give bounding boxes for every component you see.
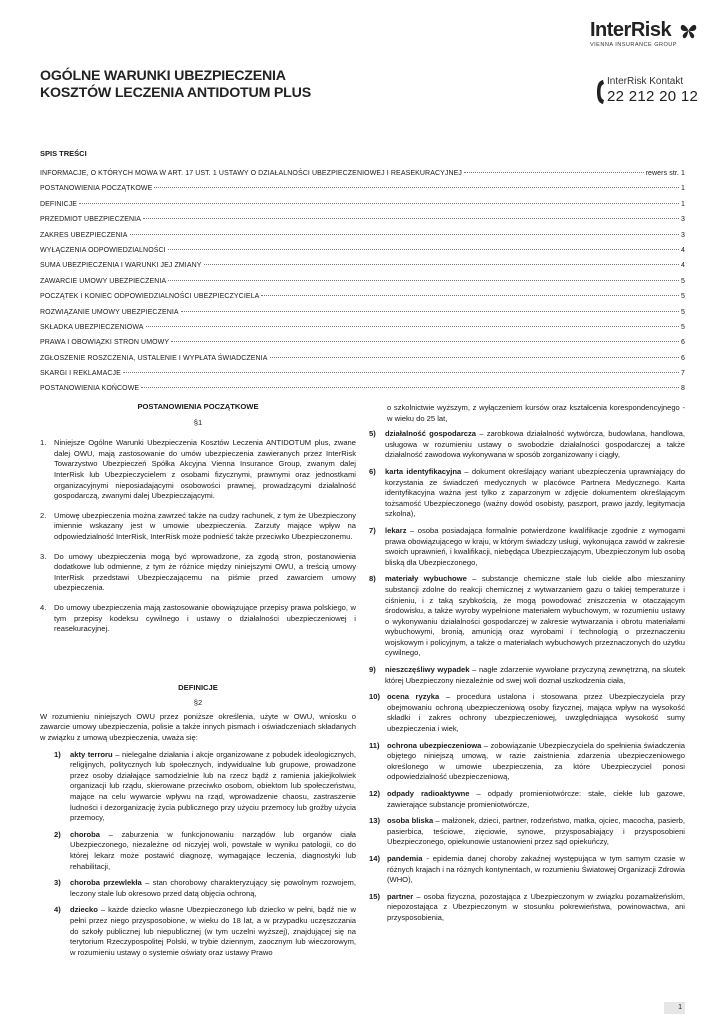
definition-text: – zarobkowa działalność wytwórcza, budowlana, handlowa, usługowa w rozumieniu ustawy o swobodzie działalności gospodarczej a także działalność zawodowa wykonywana w sposób zorganizowany i ciągły, [385,429,685,460]
toc-entry[interactable] [40,309,685,324]
definition-body [385,467,685,520]
definition-body [385,665,685,686]
definition-item [369,665,685,686]
toc-entry-title: PRZEDMIOT UBEZPIECZENIA [40,216,141,224]
definition-item [369,429,685,461]
toc-entry[interactable] [40,170,685,185]
definition-text: – osoba fizyczna, pozostająca z Ubezpieczonym w związku pozamałżeńskim, niepozostająca z Ubezpieczonym w stosunku pokrewieństwa, powinowactwa, ani przysposobienia, [387,891,685,922]
definition-item [369,892,685,924]
definition-term: nieszczęśliwy wypadek [385,665,470,675]
definition-term: karta identyfikacyjna [385,466,462,476]
list-item [40,552,356,594]
toc-entry-title: ROZWIĄZANIE UMOWY UBEZPIECZENIA [40,308,179,316]
toc-entry-title: ZAKRES UBEZPIECZENIA [40,231,128,239]
definition-text: – zobowiązanie Ubezpieczyciela do spełnienia świadczenia objętego niniejszą umową, w razie zaistnienia zdarzenia ubezpieczeniowego określonego w umowie ubezpieczenia, za które Ubezpieczyciel ponosi odpowiedzialność ubezpieczeniową, [387,740,685,782]
definition-text: – odpady promieniotwórcze: stałe, ciekłe lub gazowe, zawierające substancje promieniotwórcze, [387,789,685,809]
toc-leader-dots [123,372,679,373]
title-line-1: OGÓLNE WARUNKI UBEZPIECZENIA [40,68,286,84]
definition-number: 13) [369,816,380,826]
definition-text: – małżonek, dzieci, partner, rodzeństwo, matka, ojciec, macocha, pasierb, pasierbica, teściowe, zięciowie, synowe, przysposabiający i przysposobieni Ubezpieczonego, opiekunowie ustanowieni przez sąd opiekuńczy, [387,816,685,847]
toc-entry-page: 3 [681,231,685,239]
definition-text: – substancje chemiczne stałe lub ciekłe albo mieszaniny substancji zdolne do reakcji chemicznej z wytwarzaniem gazu o takiej temperaturze i ciśnieniu, i z taką szybkością, że mogą powodować zniszczenia w otaczającym środowisku, a także wyroby wypełnione materiałem wybuchowym, w rozumieniu ustawy o wykonywaniu działalności gospodarczej w zakresie wytwarzania i obrotu materiałami wybuchowymi, bronią, amunicją oraz wyrobami i technologią o przeznaczeniu wojskowym i policyjnym, a także o materiałach wybuchowych przeznaczonych do użytku cywilnego, [385,574,686,658]
definition-term: pandemia [387,853,423,863]
definition-item [54,905,356,958]
toc-entry-title: SKŁADKA UBEZPIECZENIOWA [40,323,144,331]
definition-term: ochrona ubezpieczeniowa [387,740,482,750]
toc-heading: SPIS TREŚCI [40,149,87,158]
toc-entry-title: INFORMACJE, O KTÓRYCH MOWA W ART. 17 UST. 1 USTAWY O DZIAŁALNOŚCI UBEZPIECZENIOWEJ I REASEKURACYJNEJ [40,170,463,177]
toc-entry[interactable] [40,278,685,293]
toc-entry-page: 4 [681,246,685,254]
item-number: 4. [40,602,47,612]
toc-leader-dots [270,357,680,358]
toc-entry-title: ZAWARCIE UMOWY UBEZPIECZENIA [40,277,167,285]
table-of-contents [40,170,685,401]
logo-name: InterRisk [590,19,672,41]
toc-entry[interactable] [40,355,685,370]
definition-item [369,692,685,734]
toc-entry-page: 7 [681,370,685,378]
list-item [40,438,356,502]
toc-entry-page: 3 [681,216,685,224]
definition-text: – zaburzenia w funkcjonowaniu narządów lub organów ciała Ubezpieczonego, niezależne od niczyjej woli, powstałe w wyniku patologii, co do której lekarz może postawić diagnozę, wymagające leczenia, diagnostyki lub rehabilitacji, [70,829,356,871]
definition-body [385,526,685,568]
definition-item [369,854,685,886]
definition-number: 11) [369,740,380,750]
logo-butterfly-icon [679,21,698,40]
toc-entry-page: 6 [681,354,685,362]
paragraph-heading-2: §2 [193,698,203,708]
definition-text: - epidemia danej choroby zakaźnej występująca w tym samym czasie w różnych krajach i na różnych kontynentach, w rozumieniu Światowej Organizacji Zdrowia (WHO), [387,853,685,885]
definition-term: ocena ryzyka [387,692,440,702]
definitions-intro: W rozumieniu niniejszych OWU przez poniższe określenia, użyte w OWU, wniosku o zawarcie umowy ubezpieczenia, polisie a także innych pismach i oświadczeniach składanych w związku z umową ubezpieczenia, uważa się: [40,711,356,743]
definition-item [369,789,685,810]
definition-body [385,574,685,659]
toc-leader-dots [204,264,679,265]
definitions-list-left [40,750,356,959]
toc-entry-page: 1 [681,185,685,193]
toc-entry-page: 5 [681,277,685,285]
toc-entry[interactable] [40,247,685,262]
section1-list [40,438,356,635]
toc-entry[interactable] [40,216,685,231]
toc-entry-page: 4 [681,262,685,270]
definition-item [54,878,356,899]
definitions-list-right [369,429,685,923]
toc-leader-dots [146,326,679,327]
section-heading-definicje: DEFINICJE [178,682,218,692]
definition-number: 1) [54,749,61,759]
toc-leader-dots [79,203,679,204]
toc-leader-dots [141,387,679,388]
toc-entry-title: POCZĄTEK I KONIEC ODPOWIEDZIALNOŚCI UBEZPIECZYCIELA [40,293,260,301]
toc-leader-dots [130,234,679,235]
toc-entry-title: DEFINICJE [40,200,78,208]
paragraph-heading-1: §1 [193,417,203,427]
toc-entry[interactable] [40,324,685,339]
item-text: Umowę ubezpieczenia można zawrzeć także na cudzy rachunek, z tym że Ubezpieczony imiennie wskazany jest w umowie ubezpieczenia. Zarzuty mające wpływ na odpowiedzialność InterRisk, InterRisk może podnieść także przeciwko Ubezpieczonemu. [54,510,356,541]
right-column [369,403,685,930]
toc-entry[interactable] [40,370,685,385]
definition-body [70,905,356,958]
toc-entry-page: 5 [681,323,685,331]
definition-number: 12) [369,789,380,798]
definition-item [369,467,685,520]
definition-text: – nielegalne działania i akcje organizowane z pobudek ideologicznych, religijnych, politycznych lub społecznych, indywidualne lub grupowe, prowadzone przez osoby działające samodzielnie lub na rzecz bądź z ramienia jakiejkolwiek organizacji lub rządu, skierowane przeciwko osobom, obiektom lub społeczeństwu, mające na celu wywarcie wpływu na rząd, wprowadzenie chaosu, zastraszenie ludności i dezorganizację życia publicznego przy użyciu przemocy lub groźby użycia przemocy, [70,749,356,823]
definition-body [70,750,356,824]
definition-number: 5) [369,429,376,439]
toc-entry-title: ZGŁOSZENIE ROSZCZENIA, USTALENIE I WYPŁATA ŚWIADCZENIA [40,354,268,362]
definition-body [70,878,356,899]
definition-number: 3) [54,878,61,888]
toc-leader-dots [143,218,679,219]
definition-body [387,692,685,734]
definition-item [54,750,356,824]
definition-number: 6) [369,466,376,476]
definition-number: 9) [369,665,376,675]
toc-entry-title: SKARGI I REKLAMACJE [40,370,121,378]
toc-entry[interactable] [40,185,685,200]
toc-entry-title: POSTANOWIENIA POCZĄTKOWE [40,185,153,193]
definition-item [369,526,685,568]
definition-body [387,816,685,848]
definition-text: – procedura ustalona i stosowana przez Ubezpieczyciela przy obejmowaniu ochroną ubezpieczeniową osoby fizycznej, mająca wpływ na wysokość składki i zakres ochrony ubezpieczeniowej, uwzględniająca wysokość sumy ubezpieczenia i wiek, [387,692,686,734]
definition-text: – każde dziecko własne Ubezpieczonego lub dziecko w pełni, bądź nie w pełni przez niego przysposobione, w wieku do 18 lat, a w przypadku uczęszczania do szkoły publicznej lub niepublicznej (w tym uczelni wyższej), znajdującej się na terytorium Rzeczypospolitej Polski, w trybie dziennym, zaocznym lub wieczorowym, w rozumieniu ustawy o systemie oświaty oraz ustawy Prawo [70,905,356,957]
toc-entry[interactable] [40,385,685,400]
page-number: 1 [664,1002,685,1014]
toc-entry-page: 5 [681,308,685,316]
toc-entry[interactable] [40,201,685,216]
definition-number: 8) [369,574,376,584]
toc-entry-page: 5 [681,293,685,301]
toc-leader-dots [171,341,679,342]
definition-term: działalność gospodarcza [385,429,477,439]
definition-continuation: o szkolnictwie wyższym, z wyłączeniem kursów oraz kształcenia korespondencyjnego - w wieku do 25 lat, [387,403,685,423]
item-text: Do umowy ubezpieczenia mają zastosowanie obowiązujące przepisy prawa polskiego, w tym przepisy kodeksu cywilnego i ustawy o działalności ubezpieczeniowej i reasekuracyjnej. [54,602,356,634]
document-title [40,68,311,102]
toc-leader-dots [168,249,679,250]
toc-entry-title: PRAWA I OBOWIĄZKI STRON UMOWY [40,339,170,347]
title-line-2: KOSZTÓW LECZENIA ANTIDOTUM PLUS [40,85,311,101]
item-number: 1. [40,438,47,448]
item-text: Niniejsze Ogólne Warunki Ubezpieczenia Kosztów Leczenia ANTIDOTUM plus, zwane dalej OWU, mają zastosowanie do umów ubezpieczenia zawieranych przez InterRisk Towarzystwo Ubezpieczeń Spółka Akcyjna Vienna Insurance Group, zwanym dalej InterRisk lub Ubezpieczycielem z osobami fizycznymi, prawnymi oraz jednostkami organizacyjnymi nieposiadającymi osobowości prawnej, prowadzącymi działalność gospodarczą, zwanymi dalej Ubezpieczającymi. [54,438,356,501]
toc-entry-page: 1 [681,200,685,208]
toc-entry[interactable] [40,232,685,247]
item-text: Do umowy ubezpieczenia mogą być wprowadzone, za zgodą stron, postanowienia dodatkowe lub odmienne, z tym że różnice między niniejszymi OWU, a treścią umowy InterRisk przedstawi Ubezpieczającemu na piśmie przed zawarciem umowy ubezpieczenia. [54,551,356,593]
contact-phone[interactable]: 22 212 20 12 [607,88,699,105]
definition-item [369,816,685,848]
toc-entry[interactable] [40,339,685,354]
definition-number: 10) [369,692,380,702]
phone-handset-icon [596,78,606,106]
definition-text: – nagłe zdarzenie wywołane przyczyną zewnętrzną, na skutek której Ubezpieczony niezależnie od swej woli doznał uszkodzenia ciała, [385,665,685,685]
definition-body [70,830,356,872]
definition-item [369,574,685,659]
section-heading-postanowienia: POSTANOWIENIA POCZĄTKOWE [137,402,259,411]
definition-term: partner [387,891,414,901]
definition-number: 7) [369,525,376,535]
definition-term: choroba przewlekła [70,878,142,888]
definition-item [369,741,685,783]
list-item [40,603,356,635]
definition-term: osoba bliska [387,816,434,826]
definition-term: lekarz [385,525,407,535]
toc-entry[interactable] [40,293,685,308]
toc-entry-title: POSTANOWIENIA KOŃCOWE [40,385,140,393]
item-number: 2. [40,510,47,520]
toc-entry[interactable] [40,262,685,277]
definition-term: dziecko [70,905,98,915]
definition-number: 4) [54,905,61,915]
toc-entry-page: rewers str. 1 [645,170,685,177]
definition-body [387,789,685,810]
toc-leader-dots [168,280,679,281]
contact-label: InterRisk Kontakt [607,76,684,87]
definition-text: – osoba posiadająca formalnie potwierdzone kwalifikacje zgodnie z wymogami prawa obowiązującego w kraju, w którym świadczy usługi, wykonująca zawód w zakresie swoich uprawnień, i kwalifikacji, niebędąca Ubezpieczającym, Ubezpieczonym lub osobą bliską dla Ubezpieczonego, [385,525,685,567]
toc-entry-page: 6 [681,339,685,347]
toc-leader-dots [464,172,644,173]
definition-item [54,830,356,872]
company-logo [590,19,700,48]
definition-term: choroba [70,829,100,839]
definition-term: materiały wybuchowe [385,574,467,584]
logo-subtitle: VIENNA INSURANCE GROUP [590,42,677,48]
definition-body [387,854,685,886]
toc-leader-dots [261,295,679,296]
definition-number: 14) [369,853,380,863]
definition-body [387,741,685,783]
left-column [40,402,356,964]
definition-term: odpady radioaktywne [387,789,470,798]
definition-term: akty terroru [70,749,113,759]
definition-body [385,429,685,461]
definition-number: 15) [369,891,380,901]
toc-leader-dots [181,311,679,312]
definition-body [387,892,685,924]
toc-entry-page: 8 [681,385,685,393]
toc-entry-title: WYŁĄCZENIA ODPOWIEDZIALNOŚCI [40,246,166,254]
toc-entry-title: SUMA UBEZPIECZENIA I WARUNKI JEJ ZMIANY [40,262,202,270]
definition-number: 2) [54,829,61,839]
definition-text: – dokument określający wariant ubezpieczenia uprawniający do korzystania ze świadczeń medycznych w placówce Partnera Medycznego. Karta identyfikacyjna ważna jest tylko z zaparzonym w zdjęcie dokumentem określającym tożsamość Ubezpieczonego (ważny dowód osobisty, paszport, prawo jazdy, legitymacja szkolna), [385,466,685,519]
definition-text: – stan chorobowy charakteryzujący się powolnym rozwojem, leczony stale lub okresowo przed datą objęcia ochroną, [70,878,356,898]
list-item [40,511,356,543]
item-number: 3. [40,551,47,561]
toc-leader-dots [154,187,679,188]
